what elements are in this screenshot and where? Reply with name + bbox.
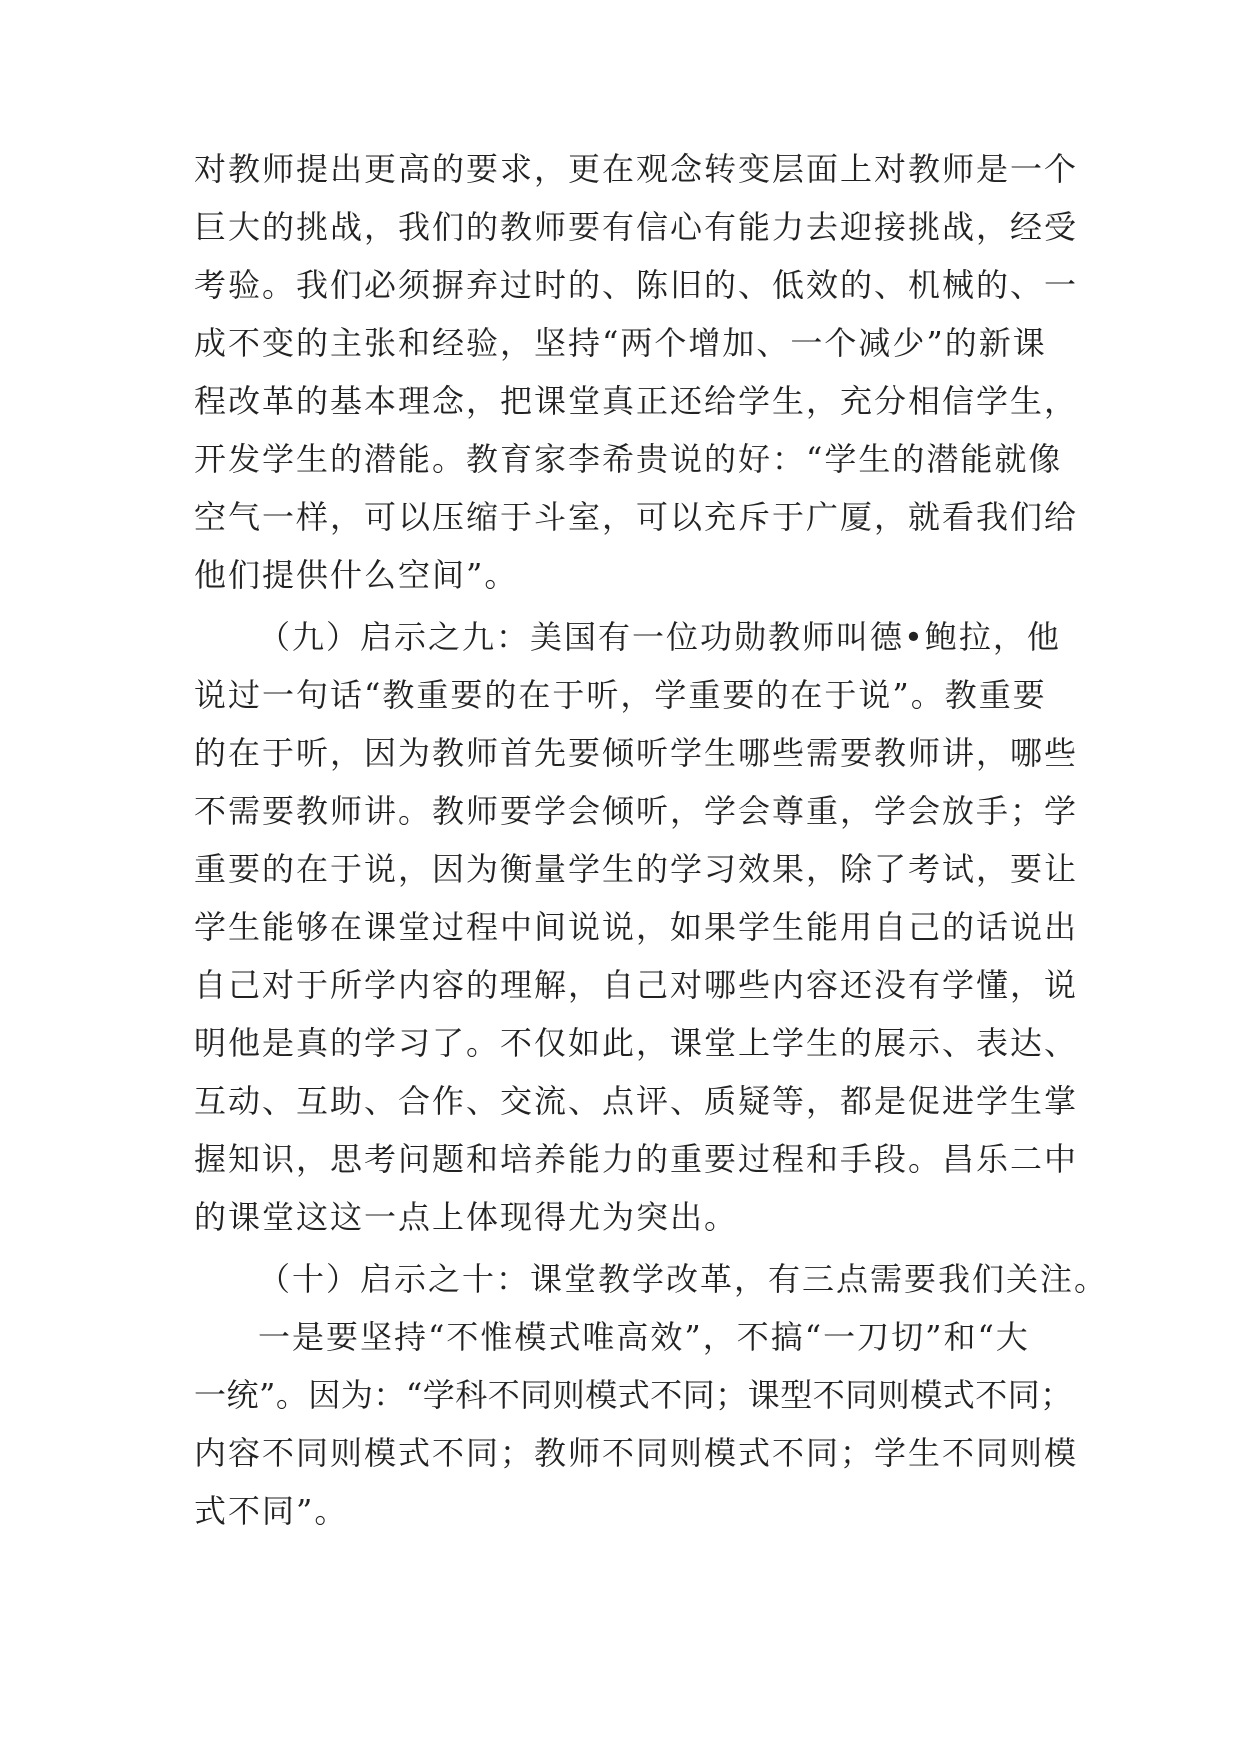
text-line: 开发学生的潜能。教育家李希贵说的好：“学生的潜能就像 — [194, 440, 1063, 478]
text-line: 重要的在于说，因为衡量学生的学习效果，除了考试，要让 — [194, 850, 1079, 888]
text-line: 对教师提出更高的要求，更在观念转变层面上对教师是一个 — [194, 150, 1079, 188]
text-line: 明他是真的学习了。不仅如此，课堂上学生的展示、表达、 — [194, 1024, 1079, 1062]
text-line: 一统”。因为：“学科不同则模式不同；课型不同则模式不同； — [194, 1376, 1073, 1414]
text-line: 互动、互助、合作、交流、点评、质疑等，都是促进学生掌 — [194, 1082, 1079, 1120]
text-line: 式不同”。 — [194, 1492, 349, 1530]
text-line: 的课堂这这一点上体现得尤为突出。 — [194, 1198, 739, 1236]
text-line: 空气一样，可以压缩于斗室，可以充斥于广厦，就看我们给 — [194, 498, 1079, 536]
text-line: 巨大的挑战，我们的教师要有信心有能力去迎接挑战，经受 — [194, 208, 1079, 246]
text-line: 学生能够在课堂过程中间说说，如果学生能用自己的话说出 — [194, 908, 1079, 946]
text-line: 不需要教师讲。教师要学会倾听，学会尊重，学会放手；学 — [194, 792, 1079, 830]
text-line: 的在于听，因为教师首先要倾听学生哪些需要教师讲，哪些 — [194, 734, 1079, 772]
text-line: 他们提供什么空间”。 — [194, 556, 519, 594]
text-line: 说过一句话“教重要的在于听，学重要的在于说”。教重要 — [194, 676, 1047, 714]
text-line: 考验。我们必须摒弃过时的、陈旧的、低效的、机械的、一 — [194, 266, 1079, 304]
text-line: 成不变的主张和经验，坚持“两个增加、一个减少”的新课 — [194, 324, 1047, 362]
text-line: 内容不同则模式不同；教师不同则模式不同；学生不同则模 — [194, 1434, 1079, 1472]
text-line: 自己对于所学内容的理解，自己对哪些内容还没有学懂，说 — [194, 966, 1079, 1004]
text-line: 握知识，思考问题和培养能力的重要过程和手段。昌乐二中 — [194, 1140, 1079, 1178]
paragraph-heading-10: （十）启示之十：课堂教学改革，有三点需要我们关注。 — [258, 1260, 1109, 1298]
text-line: 程改革的基本理念，把课堂真正还给学生，充分相信学生， — [194, 382, 1079, 420]
paragraph-heading-9: （九）启示之九：美国有一位功勋教师叫德•鲍拉，他 — [258, 618, 1061, 656]
text-line: 一是要坚持“不惟模式唯高效”，不搞“一刀切”和“大 — [258, 1318, 1030, 1356]
